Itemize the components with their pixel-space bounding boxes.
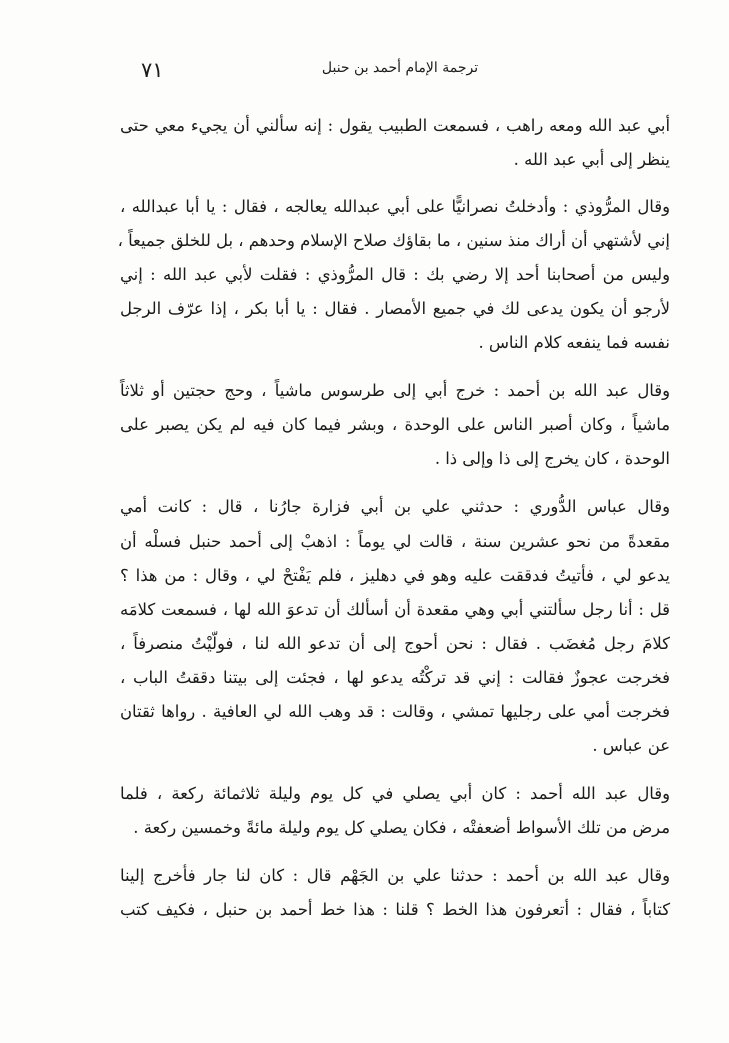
text-line: وقال المرُّوذي : وأدخلتُ نصرانيًّا على أبي عبدالله يعالجه ، فقال : يا أبا عبدالله ، bbox=[120, 197, 670, 216]
text-line: قل : أنا رجل سألتني أبي وهي مقعدة أن أسألك أن تدعوَ الله لها ، فسمعت كلامَه bbox=[120, 600, 670, 619]
text-line: وقال عبد الله بن أحمد : خرج أبي إلى طرسوس ماشياً ، وحج حجتين أو ثلاثاً bbox=[120, 381, 670, 400]
text-line: عن عباس . bbox=[592, 736, 670, 755]
text-line: فخرجت أمي على رجليها تمشي ، وقالت : قد وهب الله لي العافية . رواها ثقتان bbox=[120, 702, 670, 721]
text-line: لأرجو أن يكون يدعى لك في جميع الأمصار . فقال : يا أبا بكر ، إذا عرّف الرجل bbox=[120, 299, 670, 318]
text-line: كلامَ رجل مُغضَب . فقال : نحن أحوج إلى أن تدعو الله لنا ، فولّيْتُ منصرفاً ، bbox=[120, 634, 670, 653]
text-line: مقعدةً من نحو عشرين سنة ، قالت لي يوماً : اذهبْ إلى أحمد حنبل فسلْه أن bbox=[120, 532, 670, 551]
text-line: وقال عباس الدُّوري : حدثني علي بن أبي فزارة جارُنا ، قال : كانت أمي bbox=[120, 497, 670, 516]
page-number: ٧١ bbox=[141, 58, 164, 82]
text-line: نفسه فما ينفعه كلام الناس . bbox=[478, 333, 670, 352]
text-line: أبي عبد الله ومعه راهب ، فسمعت الطبيب يقول : إنه سألني أن يجيء معي حتى bbox=[120, 116, 670, 135]
text-line: وقال عبد الله بن أحمد : حدثنا علي بن الجَهْم قال : كان لنا جار فأخرج إلينا bbox=[120, 866, 670, 885]
text-line: يدعو لي ، فأتيتُ فدققت عليه وهو في دهليز ، فلم يَفْتحْ لي ، وقال : من هذا ؟ bbox=[120, 566, 670, 585]
text-line: ماشياً ، وكان أصبر الناس على الوحدة ، وبشر فيما كان فيه لم يكن يصبر على bbox=[120, 415, 670, 434]
text-line: الوحدة ، كان يخرج إلى ذا وإلى ذا . bbox=[434, 449, 670, 468]
text-line: مرض من تلك الأسواط أضعفتْه ، فكان يصلي كل يوم وليلة مائةً وخمسين ركعة . bbox=[133, 818, 670, 837]
text-line: كتاباً ، فقال : أتعرفون هذا الخط ؟ قلنا : هذا خط أحمد بن حنبل ، فكيف كتب bbox=[120, 900, 670, 919]
text-line: ينظر إلى أبي عبد الله . bbox=[513, 150, 670, 169]
running-title: ترجمة الإمام أحمد بن حنبل bbox=[321, 60, 479, 76]
text-line: وقال عبد الله أحمد : كان أبي يصلي في كل يوم وليلة ثلاثمائة ركعة ، فلما bbox=[120, 784, 670, 803]
text-line: وليس من أصحابنا أحد إلا رضي بك : قال المرُّوذي : فقلت لأبي عبد الله : إني bbox=[120, 265, 670, 284]
text-line: إني لأشتهي أن أراك منذ سنين ، ما بقاؤك صلاح الإسلام وحدهم ، بل للخلق جميعاً ، bbox=[117, 231, 670, 250]
text-line: فخرجت عجوزٌ فقالت : إني قد تركْتُه يدعو لها ، فجئت إلى بيتنا دققتُ الباب ، bbox=[120, 668, 670, 687]
